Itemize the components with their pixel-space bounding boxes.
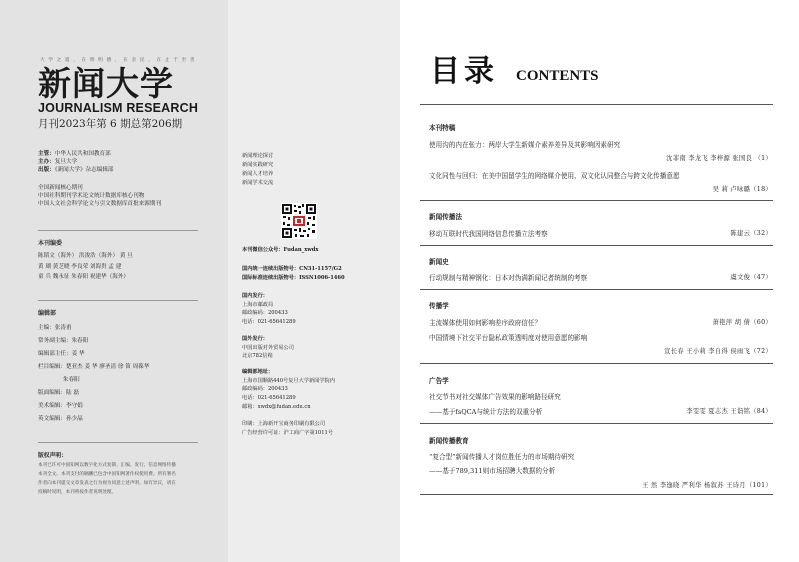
publication-info: 主管：中华人民共和国教育部 主办：复旦大学 出版：《新闻大学》杂志编辑部 xyxy=(38,151,114,173)
toc-authors: 吴 莉 卢咏璐（18） xyxy=(712,186,772,193)
toc-authors: 沈菲南 李龙飞 李梓源 张国良 （1） xyxy=(666,155,772,162)
advisors-list xyxy=(38,251,218,283)
copyright-line: 本刊全文。本刊支付的稿酬已包含中国知网著作权使用费。所有署名 xyxy=(38,472,176,477)
toc-title-cn: 目录 xyxy=(430,54,498,89)
divider xyxy=(38,230,198,231)
core-item: 中国社科期刊学术论文统计数据库核心刊物 xyxy=(38,193,145,199)
info-panel xyxy=(228,0,400,562)
supervisor: 中华人民共和国教育部 xyxy=(54,151,111,157)
toc-rule xyxy=(420,289,773,290)
cn-number: 国内统一连续出版物号：CN31-1157/G2 xyxy=(242,266,342,272)
toc-rule xyxy=(420,245,773,246)
toc-section: 传播学 xyxy=(429,302,449,310)
advisor-row: 黄 瑚 黄芝晓 李良荣 刘海贵 孟 建 xyxy=(38,263,122,270)
core-item: 中国人文社会科学论文与引文数据库首批来源期刊 xyxy=(38,201,162,207)
core-item: 全国新闻核心期刊 xyxy=(38,185,83,191)
copyright-line: 作者向本刊提交文章发表之行为视为同意上述声明。如有异议，请在 xyxy=(38,481,176,486)
copyright-line: 本刊已许可中国知网以数字化方式复制、汇编、发行、信息网络传播 xyxy=(38,463,176,468)
motto: 大 学 之 道 ， 在 明 明 德 ， 在 亲 民 ， 在 止 于 至 善 xyxy=(40,58,196,63)
toc-rule xyxy=(420,104,773,105)
columns-list xyxy=(242,152,273,188)
domestic-distribution: 国内发行： 上海市邮政局 邮政编码：200433 电话：021-65641289 xyxy=(242,293,296,326)
toc-article[interactable]: 中国情境下社交平台隐私政策透明度对使用意愿的影响 xyxy=(429,334,588,342)
toc-rule xyxy=(420,494,773,495)
toc-authors: 宣长春 王小莉 李自得 侯雨飞（72） xyxy=(664,348,772,355)
core-journal-list xyxy=(38,184,226,208)
journal-title-cn: 新闻大学 xyxy=(38,64,174,103)
toc-article-subtitle[interactable]: ——基于fsQCA与统计方法的双重分析 xyxy=(429,408,543,416)
toc-article[interactable]: 社交节书对社交媒体广告效果的影响路径研究 xyxy=(429,393,561,401)
print-info: 印刷：上海新开宝商务印刷有限公司 广告经营许可证：沪工商广字第1011号 xyxy=(242,421,334,436)
column-item: 新闻学术交流 xyxy=(242,180,274,186)
toc-authors: 萧艳萍 胡 倩（60） xyxy=(712,319,772,326)
divider xyxy=(38,442,198,443)
staff-row: 主编：张涛甫 xyxy=(38,325,72,331)
sponsor: 复旦大学 xyxy=(54,159,78,165)
advisor-row: 童 兵 魏永征 朱春阳 祝建华（海外） xyxy=(38,274,130,280)
toc-article[interactable]: 文化同性与回归：在美中国留学生的网络媒介使用、双文化认同整合与跨文化传播意愿 xyxy=(429,172,680,180)
publisher: 《新闻大学》杂志编辑部 xyxy=(54,167,114,173)
advisors-heading: 本刊编委 xyxy=(38,240,63,247)
staff-row: 栏目编辑：楚亚杰 姜 华 廖圣清 徐 笛 周葆华 xyxy=(38,364,150,370)
issn-number: 国际标准连续出版物号：ISSN1006-1460 xyxy=(242,274,345,281)
staff-row: 编辑部主任：姜 华 xyxy=(38,351,85,357)
toc-section: 广告学 xyxy=(429,377,449,385)
issue-number: 月刊2023年第 6 期总第206期 xyxy=(38,118,183,130)
toc-article[interactable]: 使用沟的内在张力：两岸大学生新媒介素养差异及其影响因素研究 xyxy=(429,141,621,149)
toc-rule xyxy=(420,423,773,424)
staff-row: 版面编辑：陆 磊 xyxy=(38,390,79,396)
editorial-address: 编辑部地址： 上海市国顺路440号复旦大学新闻学院内 邮政编码：200433 电话：021-65641289 邮箱：xwdx@fudan.edu.cn xyxy=(242,369,335,410)
toc-article[interactable]: 移动互联时代我国网络信息传播立法考察 xyxy=(429,230,548,238)
staff-list xyxy=(38,322,218,426)
staff-row: 朱春阳 xyxy=(38,377,80,383)
copyright-notice xyxy=(38,452,216,497)
toc-article[interactable]: “复合型”新闻传播人才岗位胜任力的市场期待研究 xyxy=(429,453,575,461)
toc-section: 本刊特稿 xyxy=(429,124,456,132)
toc-rule xyxy=(420,200,773,201)
column-item: 新闻人才培养 xyxy=(242,171,274,177)
staff-row: 英文编辑：孙少晶 xyxy=(38,416,83,422)
toc-section: 新闻传播法 xyxy=(429,213,462,221)
masthead-panel xyxy=(0,0,228,562)
wechat-qr-code xyxy=(281,203,317,239)
toc-authors: 李雯雯 夏志杰 王诣铭（84） xyxy=(686,408,772,415)
toc-authors: 陈建云（32） xyxy=(730,230,772,237)
journal-title-en: JOURNALISM RESEARCH xyxy=(38,101,199,115)
toc-section: 新闻史 xyxy=(429,258,449,266)
advisor-row: 陈韬文（海外） 洪浚浩（海外） 黄 旦 xyxy=(38,253,133,259)
column-item: 新闻理论探讨 xyxy=(242,153,274,159)
copyright-line: 投稿时说明，本刊将按作者说明处理。 xyxy=(38,490,117,495)
copyright-title: 版权声明： xyxy=(38,453,67,459)
toc-rule xyxy=(420,363,773,364)
column-item: 新闻实践研究 xyxy=(242,162,274,168)
serial-numbers xyxy=(242,265,345,282)
toc-authors: 虞文俊（47） xyxy=(730,274,772,281)
divider xyxy=(38,300,198,301)
qr-caption: 本刊微信公众号：Fudan_xwdx xyxy=(242,247,319,253)
overseas-distribution: 国外发行： 中国出版对外贸易公司 北京782信箱 xyxy=(242,336,294,360)
staff-row: 常务副主编：朱春阳 xyxy=(38,338,89,344)
toc-article[interactable]: 主流媒体使用如何影响差序政府信任？ xyxy=(429,319,542,327)
toc-article-subtitle[interactable]: ——基于789,311则市场招聘大数据的分析 xyxy=(429,467,556,475)
staff-heading: 编辑部 xyxy=(38,310,57,317)
toc-section: 新闻传播教育 xyxy=(429,437,469,445)
toc-title-en: CONTENTS xyxy=(516,68,599,84)
staff-row: 美术编辑：李守娟 xyxy=(38,403,83,409)
toc-authors: 王 然 李逸晓 严利华 杨叙苏 王诗月（101） xyxy=(642,482,772,489)
toc-article[interactable]: 行动规制与精神钢化：日本对伪满新闻记者统制的考察 xyxy=(429,274,588,282)
